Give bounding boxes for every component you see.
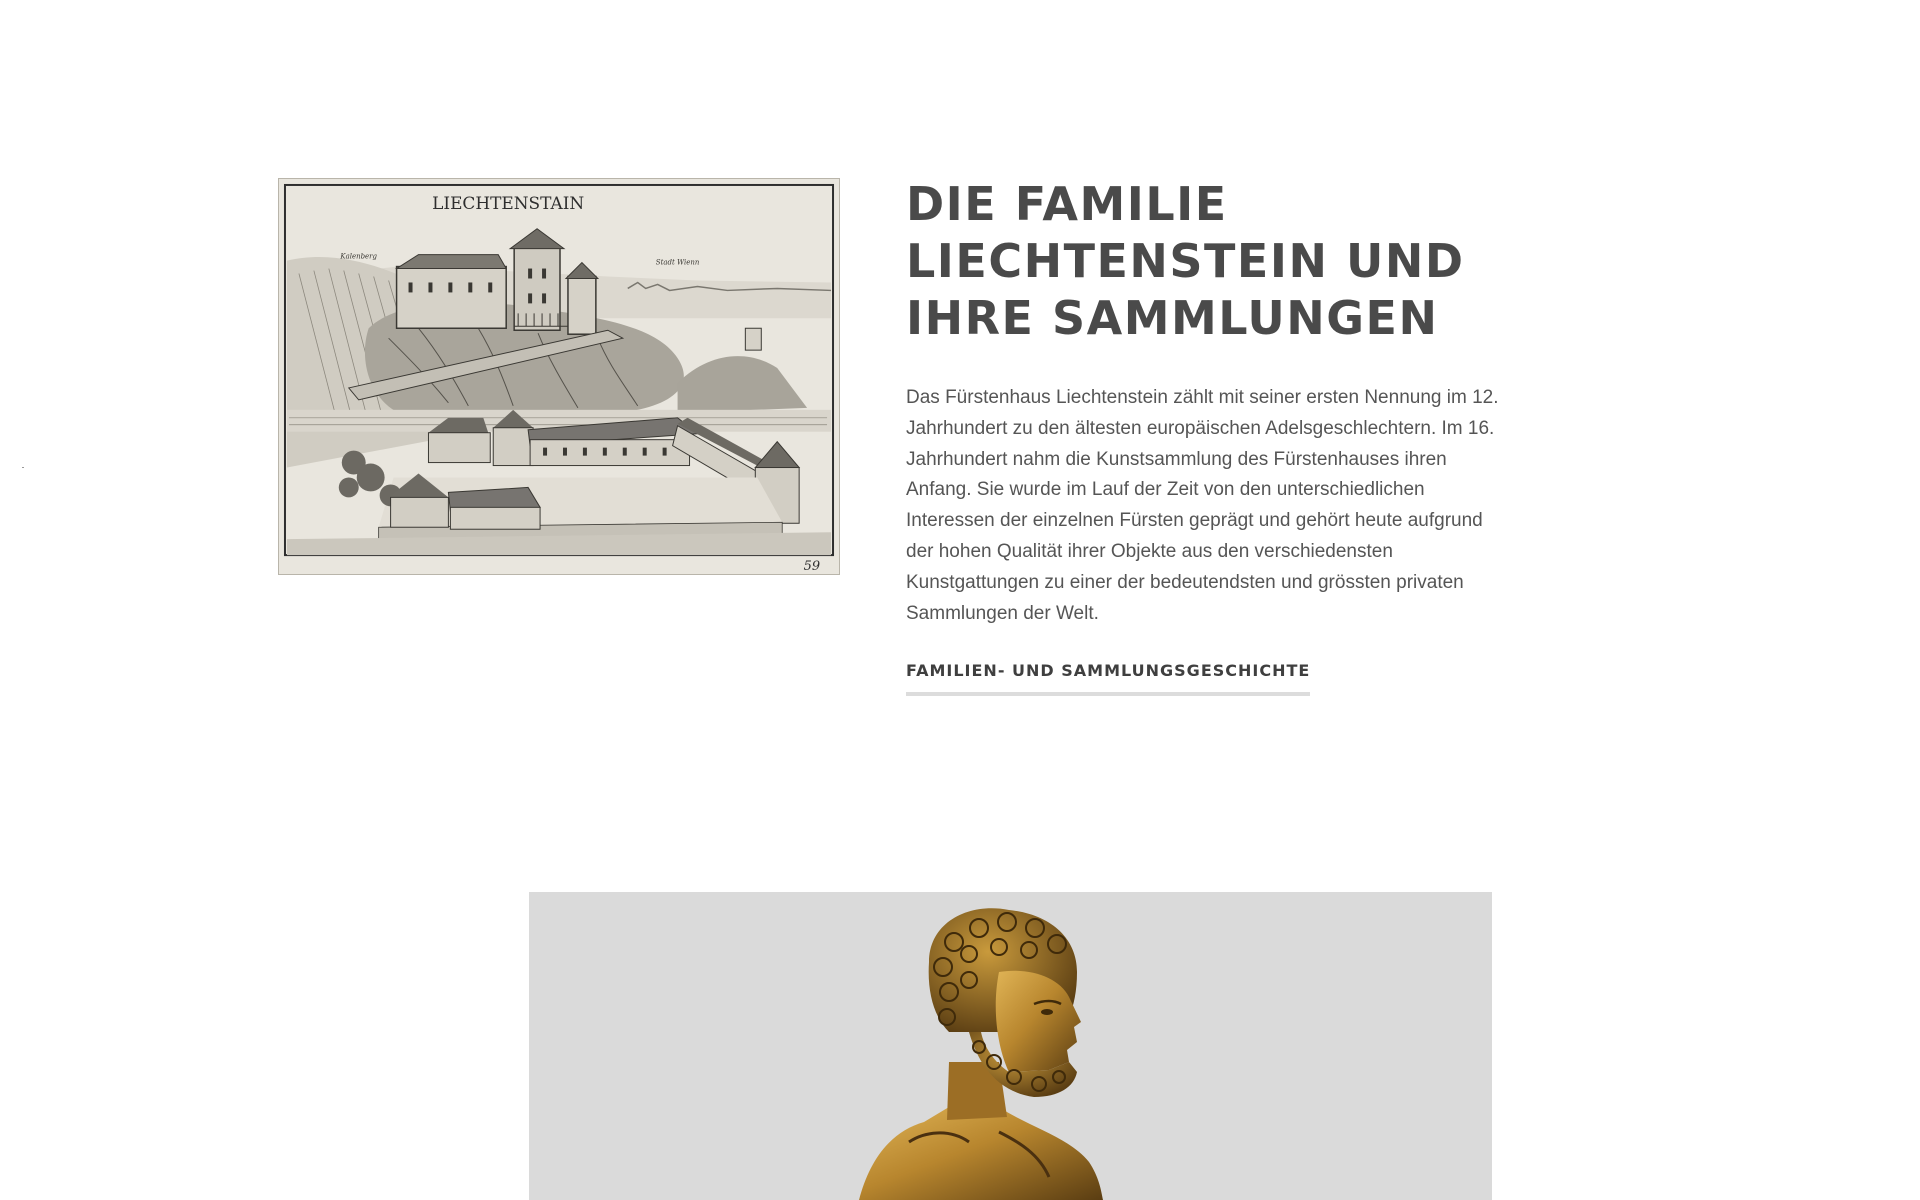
- engraving-caption: LIECHTENSTAIN: [432, 192, 585, 213]
- engraving-right-label: Stadt Wienn: [655, 258, 700, 267]
- family-history-link[interactable]: FAMILIEN- UND SAMMLUNGSGESCHICHTE: [906, 661, 1310, 696]
- castle-engraving-image: [278, 178, 840, 575]
- heading-line-3: IHRE SAMMLUNGEN: [906, 291, 1439, 345]
- decorative-dot: [22, 467, 24, 468]
- engraving-plate-number: 59: [803, 559, 821, 574]
- engraving-left-label: Kalenberg: [340, 252, 377, 261]
- section-heading: [906, 176, 1546, 347]
- heading-line-2: LIECHTENSTEIN UND: [906, 234, 1465, 288]
- bronze-bust-image: [529, 892, 1492, 1200]
- heading-line-1: DIE FAMILIE: [906, 177, 1228, 231]
- intro-paragraph: Das Fürstenhaus Liechtenstein zählt mit seiner ersten Nennung im 12. Jahrhundert zu den ältesten europäischen Adelsgeschlechtern. Im 16. Jahrhundert nahm die Kunstsammlung des Fürstenhauses ihren Anfang. Sie wurde im Lauf der Zeit von den unterschiedlichen Interessen der einzelnen Fürsten geprägt und gehört heute aufgrund der hohen Qualität ihrer Objekte aus den verschiedensten Kunstgattungen zu einer der bedeutendsten und grössten privaten Sammlungen der Welt.: [906, 387, 1499, 624]
